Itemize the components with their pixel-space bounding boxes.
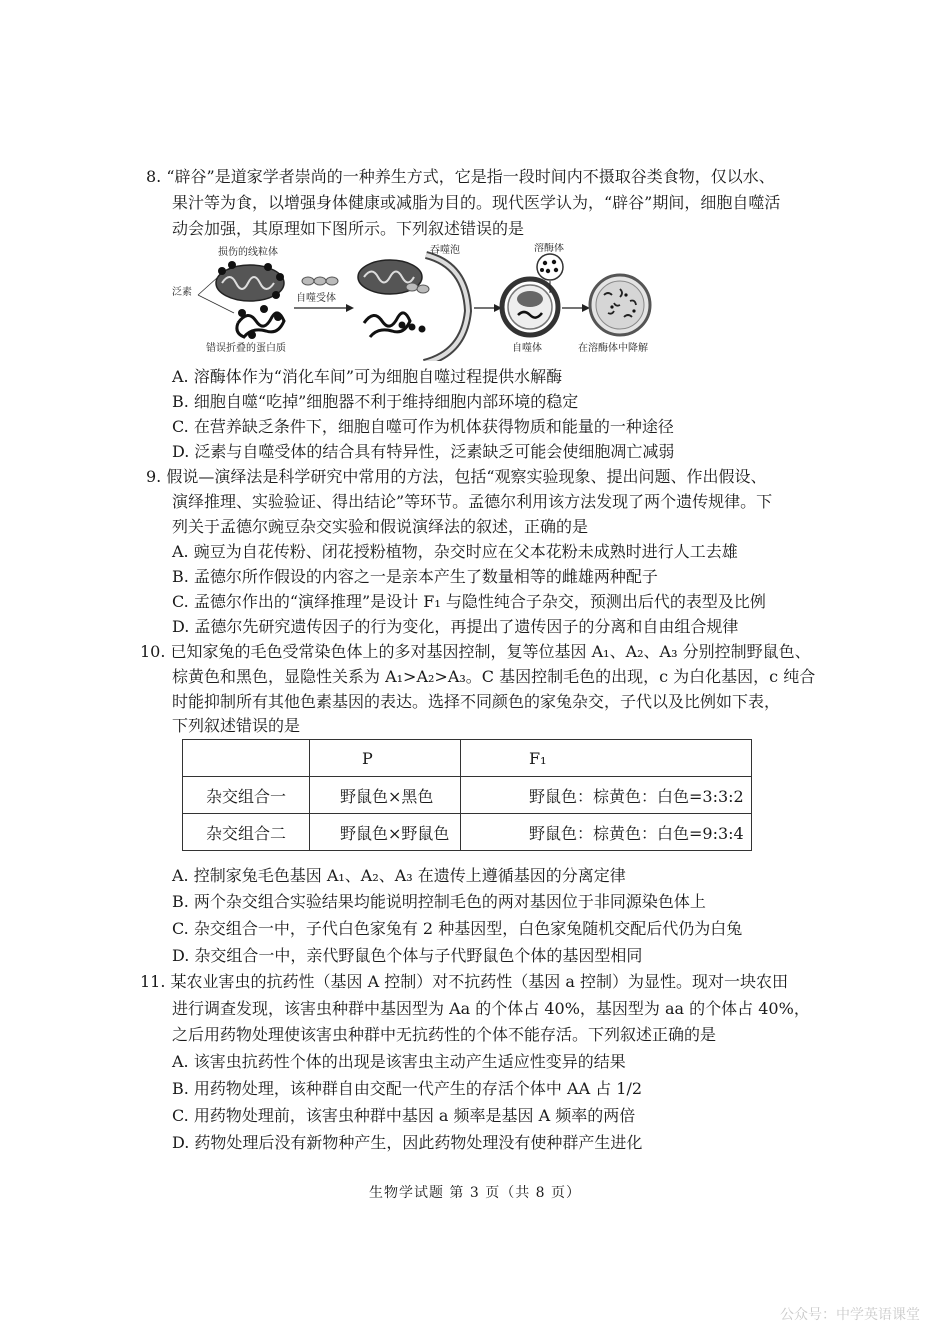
q11-option-b: B. 用药物处理，该种群自由交配一代产生的存活个体中 AA 占 1/2 xyxy=(172,1079,643,1098)
q10-option-d: D. 杂交组合一中，亲代野鼠色个体与子代野鼠色个体的基因型相同 xyxy=(172,946,643,965)
table-header-cell: F₁ xyxy=(461,740,752,777)
q10-line-3: 时能抑制所有其他色素基因的表达。选择不同颜色的家兔杂交，子代以及比例如下表， xyxy=(172,692,781,711)
label-damaged-mito: 损伤的线粒体 xyxy=(218,247,278,258)
label-ubiquitin: 泛素 xyxy=(172,287,192,298)
autophagy-receptor xyxy=(302,277,338,285)
cross-results-table xyxy=(182,739,752,851)
q10-line-1: 10. 已知家兔的毛色受常染色体上的多对基因控制，复等位基因 A₁、A₂、A₃ 分别控制野鼠色、 xyxy=(140,642,811,661)
table-cell: 野鼠色×野鼠色 xyxy=(310,814,461,851)
q9-line-2: 演绎推理、实验验证、得出结论”等环节。孟德尔利用该方法发现了两个遗传规律。下 xyxy=(172,492,773,511)
q8-option-c: C. 在营养缺乏条件下，细胞自噬可作为机体获得物质和能量的一种途径 xyxy=(172,417,674,436)
table-header-cell xyxy=(183,740,310,777)
q9-option-b: B. 孟德尔所作假设的内容之一是亲本产生了数量相等的雌雄两种配子 xyxy=(172,567,658,586)
table-cell: 野鼠色×黑色 xyxy=(310,777,461,814)
q11-option-a: A. 该害虫抗药性个体的出现是该害虫主动产生适应性变异的结果 xyxy=(172,1052,626,1071)
label-receptor: 自噬受体 xyxy=(296,293,336,304)
q11-option-d: D. 药物处理后没有新物种产生，因此药物处理没有使种群产生进化 xyxy=(172,1133,643,1152)
label-phagophore: 吞噬泡 xyxy=(430,245,460,256)
watermark: 公众号：中学英语课堂 xyxy=(780,1307,920,1323)
q11-option-c: C. 用药物处理前，该害虫种群中基因 a 频率是基因 A 频率的两倍 xyxy=(172,1106,636,1125)
table-header-row xyxy=(183,740,752,777)
misfolded-protein xyxy=(237,305,284,339)
phagophore-membrane xyxy=(424,255,468,361)
q8-line-2: 果汁等为食，以增强身体健康或减脂为目的。现代医学认为，“辟谷”期间，细胞自噬活 xyxy=(172,193,781,212)
table-cell: 野鼠色：棕黄色：白色=3:3:2 xyxy=(461,777,752,814)
page-footer: 生物学试题 第 3 页（共 8 页） xyxy=(368,1185,582,1201)
table-header-cell: P xyxy=(310,740,461,777)
q11-line-3: 之后用药物处理使该害虫种群中无抗药性的个体不能存活。下列叙述正确的是 xyxy=(172,1025,717,1044)
autophagy-diagram xyxy=(168,243,668,361)
q8-option-b: B. 细胞自噬“吃掉”细胞器不利于维持细胞内部环境的稳定 xyxy=(172,392,579,411)
q10-line-2: 棕黄色和黑色，显隐性关系为 A₁>A₂>A₃。C 基因控制毛色的出现，c 为白化基因，c 纯合 xyxy=(172,667,816,686)
label-lysosome: 溶酶体 xyxy=(534,243,564,254)
q9-line-1: 9. 假说—演绎法是科学研究中常用的方法，包括“观察实验现象、提出问题、作出假设、 xyxy=(146,467,767,486)
q10-option-a: A. 控制家兔毛色基因 A₁、A₂、A₃ 在遗传上遵循基因的分离定律 xyxy=(172,866,626,885)
q9-option-c: C. 孟德尔作出的“演绎推理”是设计 F₁ 与隐性纯合子杂交，预测出后代的表型及比例 xyxy=(172,592,766,611)
damaged-mitochondrion xyxy=(216,261,284,301)
q9-option-a: A. 豌豆为自花传粉、闭花授粉植物，杂交时应在父本花粉未成熟时进行人工去雄 xyxy=(172,542,738,561)
degradation-vesicle xyxy=(590,275,650,335)
q10-option-b: B. 两个杂交组合实验结果均能说明控制毛色的两对基因位于非同源染色体上 xyxy=(172,892,706,911)
q8-option-d: D. 泛素与自噬受体的结合具有特异性，泛素缺乏可能会使细胞凋亡减弱 xyxy=(172,442,675,461)
table-cell: 野鼠色：棕黄色：白色=9:3:4 xyxy=(461,814,752,851)
table-cell: 杂交组合二 xyxy=(183,814,310,851)
q11-line-1: 11. 某农业害虫的抗药性（基因 A 控制）对不抗药性（基因 a 控制）为显性。现对一块农田 xyxy=(140,972,788,991)
q8-line-1: 8. “辟谷”是道家学者崇尚的一种养生方式，它是指一段时间内不摄取谷类食物，仅以水、 xyxy=(146,167,775,186)
q9-option-d: D. 孟德尔先研究遗传因子的行为变化，再提出了遗传因子的分离和自由组合规律 xyxy=(172,617,739,636)
label-degradation: 在溶酶体中降解 xyxy=(578,343,648,354)
table-row xyxy=(183,814,752,851)
q9-line-3: 列关于孟德尔豌豆杂交实验和假说演绎法的叙述，正确的是 xyxy=(172,517,589,536)
table-row xyxy=(183,777,752,814)
table-cell: 杂交组合一 xyxy=(183,777,310,814)
label-misfolded: 错误折叠的蛋白质 xyxy=(206,343,286,354)
q8-option-a: A. 溶酶体作为“消化车间”可为细胞自噬过程提供水解酶 xyxy=(172,367,563,386)
label-autophagosome: 自噬体 xyxy=(512,343,542,354)
q10-line-4: 下列叙述错误的是 xyxy=(172,716,301,735)
lysosome xyxy=(537,254,563,280)
mito-with-receptor xyxy=(358,260,429,294)
protein-with-receptor xyxy=(364,313,426,337)
q10-option-c: C. 杂交组合一中，子代白色家兔有 2 种基因型，白色家兔随机交配后代仍为白兔 xyxy=(172,919,743,938)
q8-line-3: 动会加强，其原理如下图所示。下列叙述错误的是 xyxy=(172,219,525,238)
q11-line-2: 进行调查发现，该害虫种群中基因型为 Aa 的个体占 40%，基因型为 aa 的个体占 40%， xyxy=(172,999,810,1018)
